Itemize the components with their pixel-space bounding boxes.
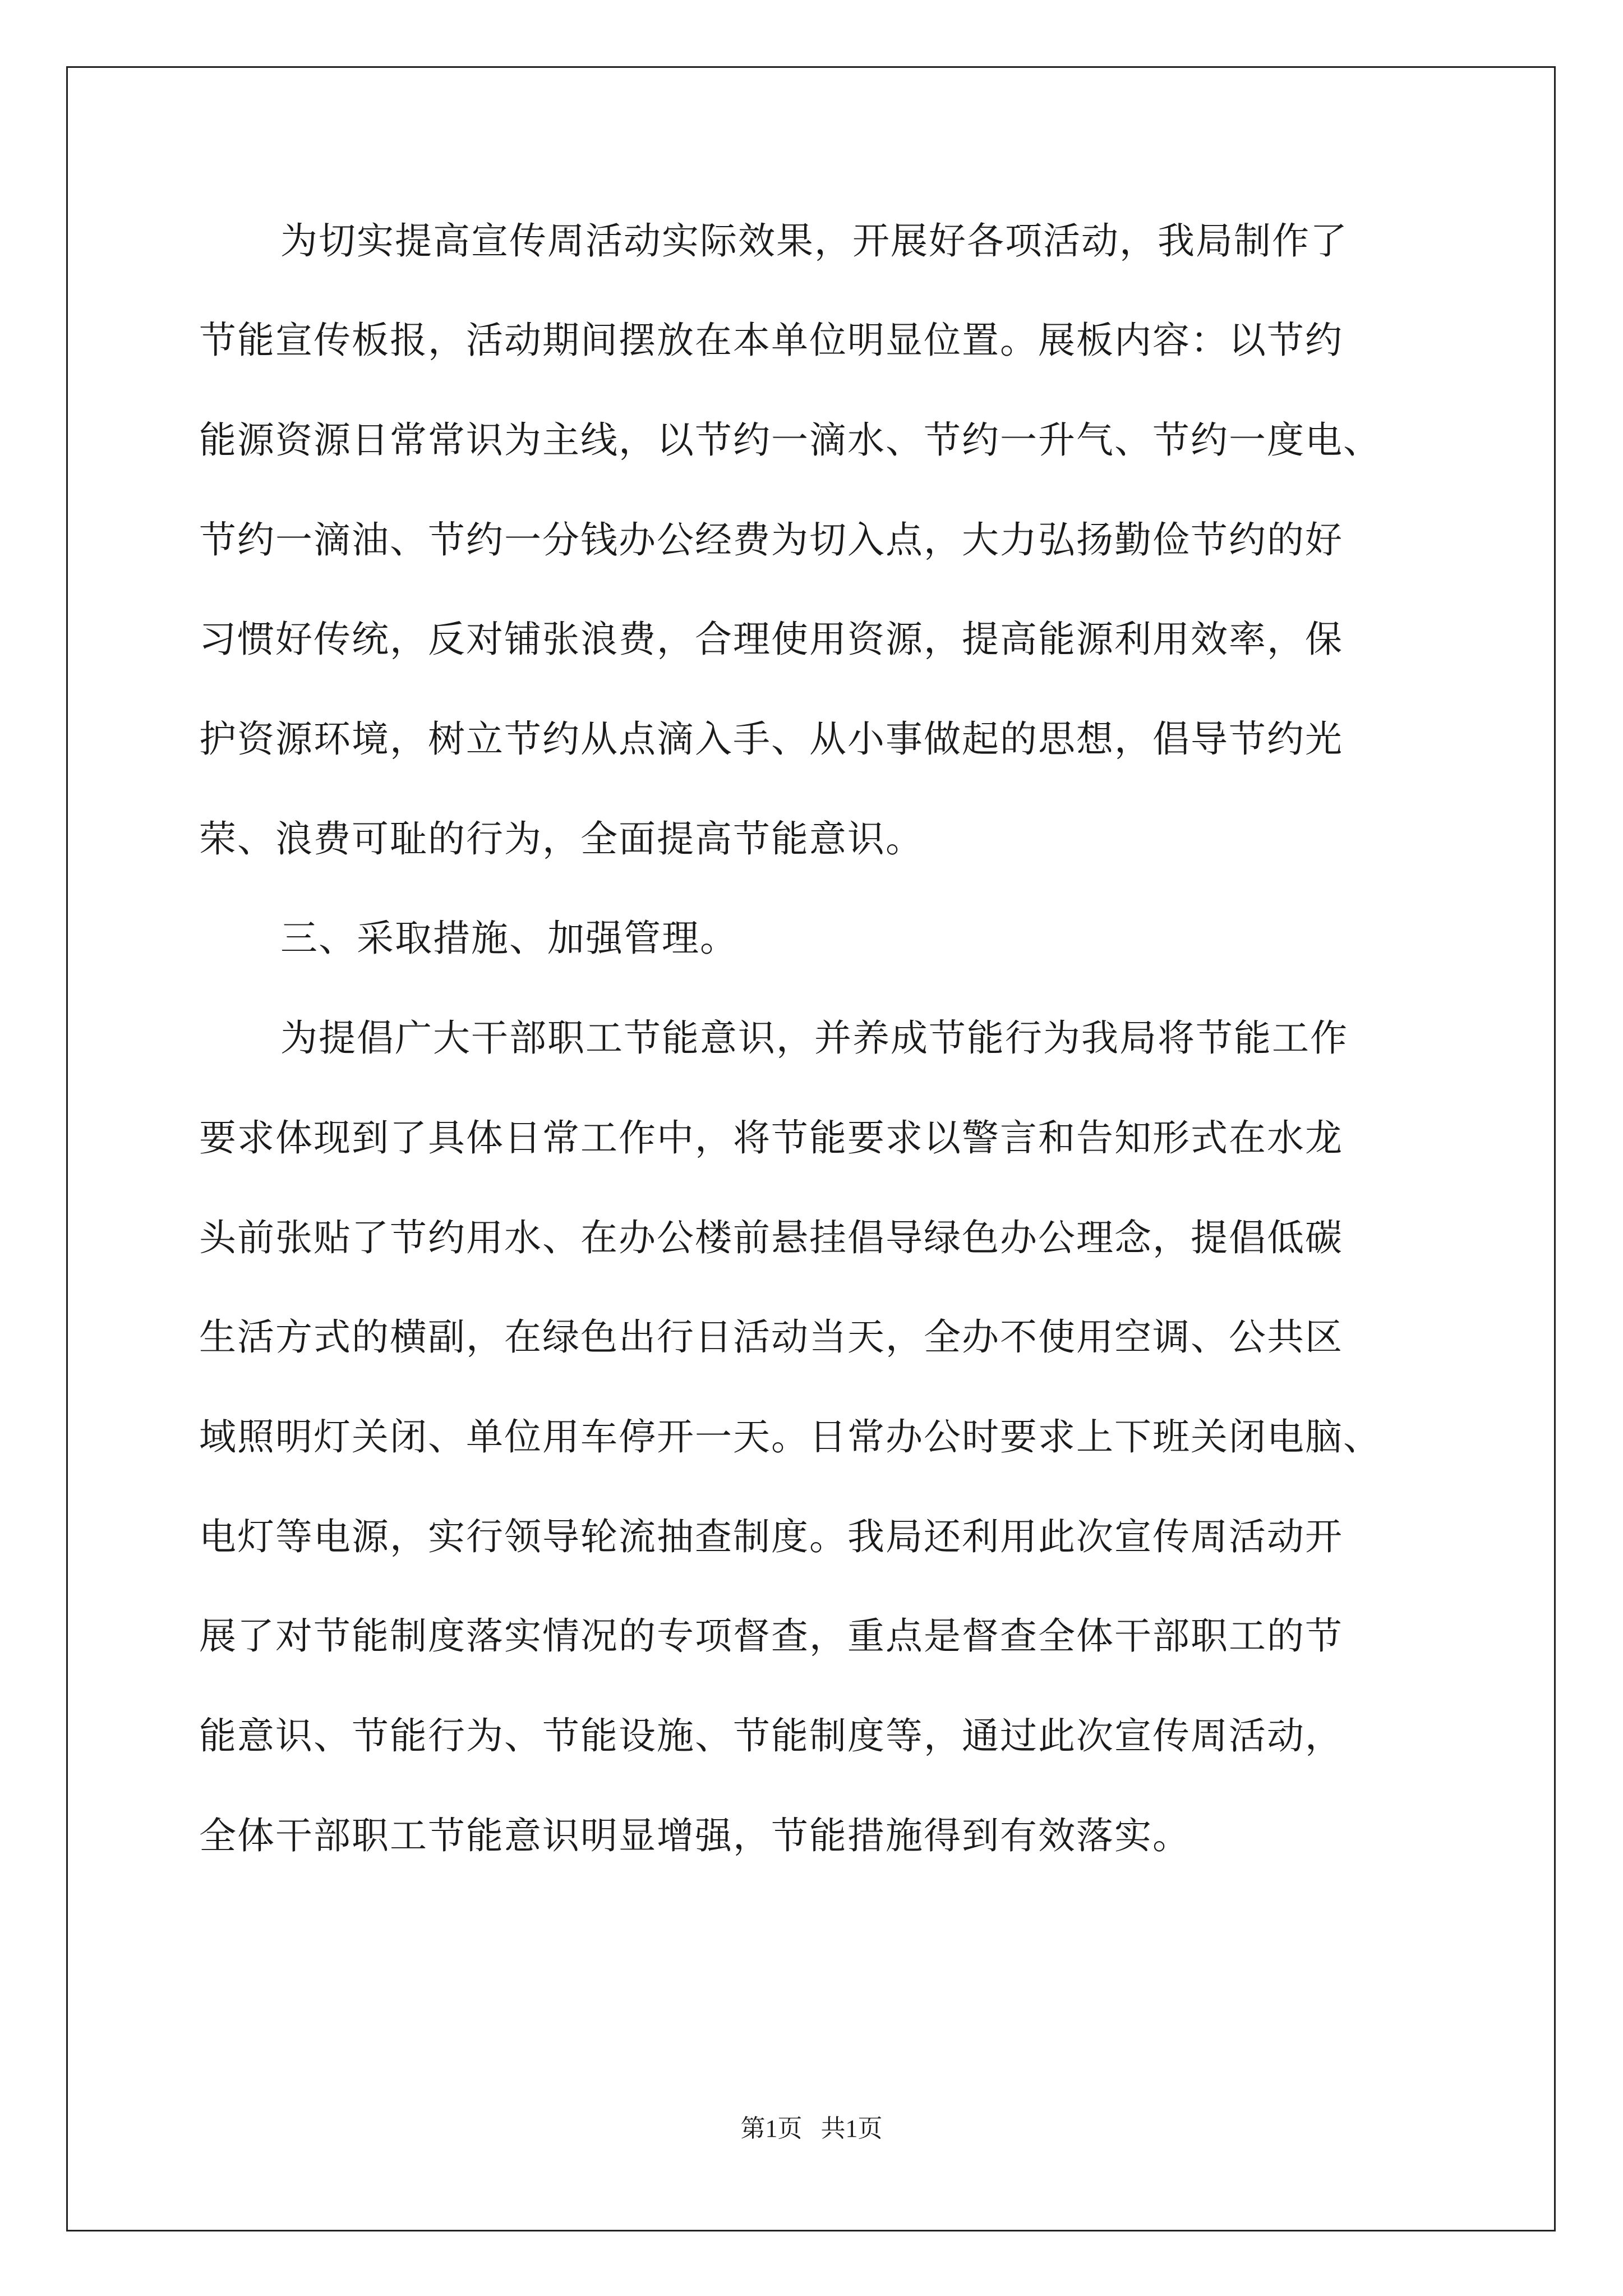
paragraph-1-line-6: 护资源环境，树立节约从点滴入手、从小事做起的思想，倡导节约光 bbox=[199, 717, 1343, 761]
paragraph-1-line-7: 荣、浪费可耻的行为，全面提高节能意识。 bbox=[199, 817, 924, 861]
paragraph-2-line-6: 电灯等电源，实行领导轮流抽查制度。我局还利用此次宣传周活动开 bbox=[199, 1515, 1343, 1558]
paragraph-2-line-8: 能意识、节能行为、节能设施、节能制度等，通过此次宣传周活动， bbox=[199, 1714, 1343, 1757]
paragraph-1-line-2: 节能宣传板报，活动期间摆放在本单位明显位置。展板内容：以节约 bbox=[199, 319, 1343, 362]
paragraph-1-line-1: 为切实提高宣传周活动实际效果，开展好各项活动，我局制作了 bbox=[280, 219, 1348, 263]
paragraph-2-line-7: 展了对节能制度落实情况的专项督查，重点是督查全体干部职工的节 bbox=[199, 1614, 1343, 1658]
paragraph-1-line-5: 习惯好传统，反对铺张浪费，合理使用资源，提高能源利用效率，保 bbox=[199, 618, 1343, 661]
paragraph-2-line-3: 头前张贴了节约用水、在办公楼前悬挂倡导绿色办公理念，提倡低碳 bbox=[199, 1216, 1343, 1259]
paragraph-2-line-9: 全体干部职工节能意识明显增强，节能措施得到有效落实。 bbox=[199, 1814, 1191, 1857]
paragraph-2-line-5: 域照明灯关闭、单位用车停开一天。日常办公时要求上下班关闭电脑、 bbox=[199, 1415, 1381, 1458]
page-footer: 第1页 共1页 bbox=[740, 2115, 883, 2142]
section-heading: 三、采取措施、加强管理。 bbox=[280, 917, 738, 960]
paragraph-2-line-2: 要求体现到了具体日常工作中，将节能要求以警言和告知形式在水龙 bbox=[199, 1116, 1343, 1159]
paragraph-2-line-1: 为提倡广大干部职工节能意识，并养成节能行为我局将节能工作 bbox=[280, 1016, 1348, 1060]
paragraph-1-line-3: 能源资源日常常识为主线，以节约一滴水、节约一升气、节约一度电、 bbox=[199, 418, 1381, 462]
paragraph-1-line-4: 节约一滴油、节约一分钱办公经费为切入点，大力弘扬勤俭节约的好 bbox=[199, 518, 1343, 562]
paragraph-2-line-4: 生活方式的横副，在绿色出行日活动当天，全办不使用空调、公共区 bbox=[199, 1315, 1343, 1359]
